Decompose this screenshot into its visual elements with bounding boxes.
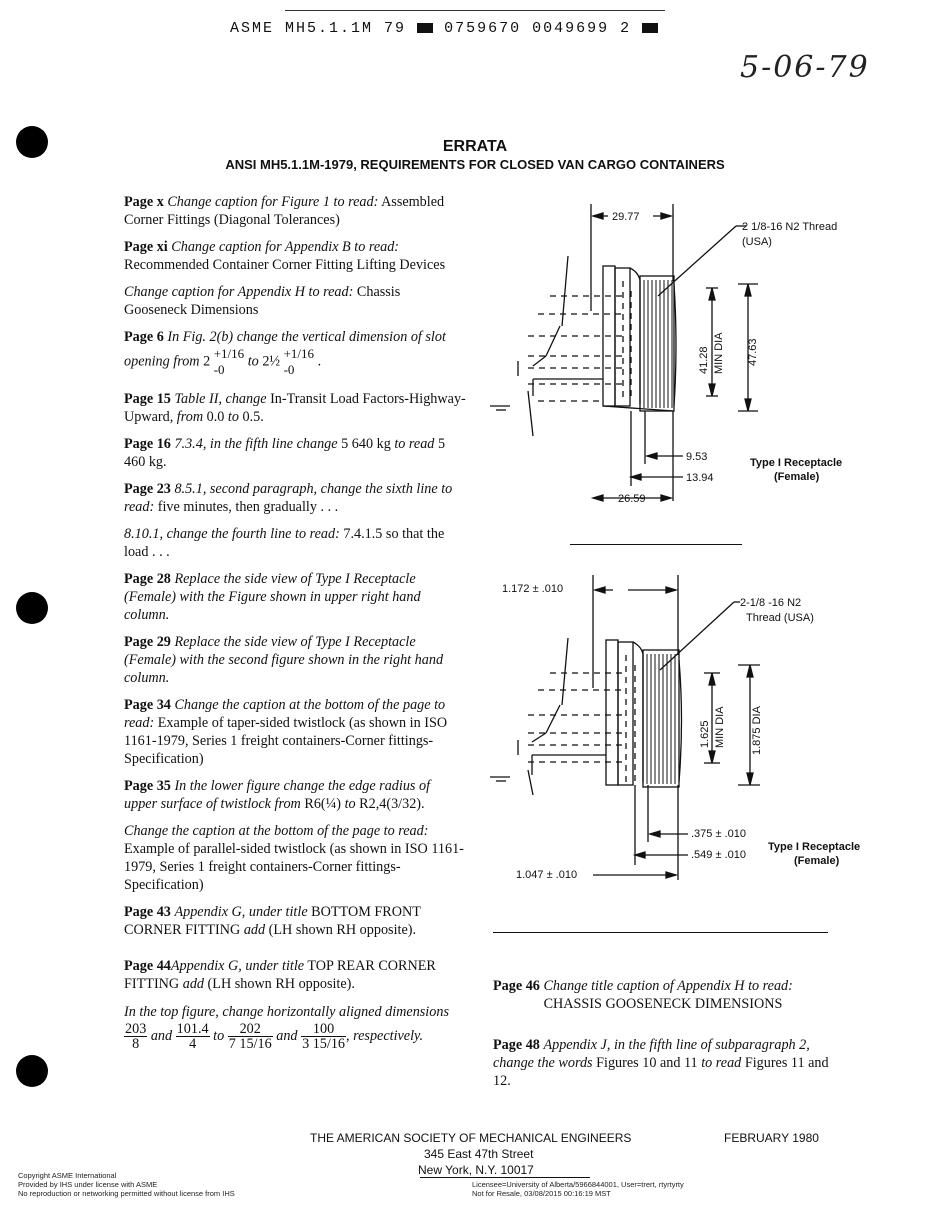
dim-label: .375 ± .010: [691, 828, 746, 840]
numerator: 101.4: [176, 1021, 209, 1037]
figure-caption: (Female): [774, 471, 820, 483]
errata-item: Page 6 In Fig. 2(b) change the vertical dimension of slot opening from 2 +1/16 -0 to 2½ +1/16 -0 .: [124, 329, 446, 377]
page-ref: Page 46: [493, 978, 540, 994]
page-ref: Page 35: [124, 778, 171, 794]
footer-org: THE AMERICAN SOCIETY OF MECHANICAL ENGINEERS: [310, 1131, 632, 1145]
page-ref: Page 43: [124, 904, 171, 920]
page-ref: Page 23: [124, 481, 171, 497]
instruction-end: , respectively.: [346, 1027, 424, 1044]
value: 5 640 kg: [341, 436, 391, 452]
errata-item: [124, 283, 466, 319]
header-rule: [285, 10, 665, 11]
connector: from: [176, 409, 204, 425]
thread-note: (USA): [742, 236, 772, 248]
legal-line: No reproduction or networking permitted without license from IHS: [18, 1189, 235, 1198]
page-ref: Page 48: [493, 1037, 540, 1053]
value: 2½: [262, 353, 281, 370]
thread-note: 2-1/8 -16 N2: [740, 597, 802, 609]
numerator: 202: [228, 1022, 273, 1037]
value: 2: [203, 353, 211, 370]
page-ref: Page 16: [124, 436, 171, 452]
denominator: 8: [132, 1036, 140, 1052]
connector: to: [344, 796, 356, 812]
connector: add: [182, 976, 204, 992]
replacement-text: 7.4.1.5 so that the load . . .: [124, 526, 445, 560]
figure-caption: (Female): [794, 855, 840, 867]
value: TOP REAR CORNER FITTING: [124, 958, 436, 992]
legal-notice-right: [472, 1180, 684, 1198]
page-ref: Page 44: [124, 958, 171, 974]
tolerance-minus: -0: [283, 362, 295, 377]
errata-item: [124, 633, 466, 687]
instruction: Appendix G, under title: [170, 958, 305, 974]
legal-line: Licensee=University of Alberta/5966844001, User=trert, rtyrtyrty: [472, 1180, 684, 1189]
divider: [493, 932, 828, 933]
errata-item: [124, 193, 466, 229]
value: 0.0: [206, 409, 225, 425]
replacement-text: CHASSIS GOOSENECK DIMENSIONS: [543, 996, 783, 1012]
replacement-text: Chassis Gooseneck Dimensions: [124, 284, 401, 318]
instruction: Change the caption at the bottom of the page to read:: [124, 823, 429, 839]
page-ref: Page 29: [124, 634, 171, 650]
instruction: In the lower figure change the edge radius of upper surface of twistlock from: [124, 778, 431, 812]
figure-caption: Type I Receptacle: [768, 841, 861, 853]
replacement-text: Assembled Corner Fittings (Diagonal Tolerances): [124, 194, 445, 228]
instruction: In the top figure, change horizontally aligned dimensions: [124, 1004, 449, 1020]
instruction: Change caption for Figure 1 to read:: [167, 194, 379, 210]
tolerance-stack: [214, 346, 244, 378]
instruction: Appendix J, in the fifth line of subparagraph 2, change the words: [493, 1037, 810, 1071]
page-title: ERRATA: [442, 138, 508, 155]
dim-label: 26.59: [618, 493, 646, 505]
value: (LH shown RH opposite).: [207, 976, 355, 992]
numerator: 100: [301, 1022, 346, 1037]
thread-note: Thread (USA): [746, 612, 814, 624]
header-code: [230, 20, 658, 37]
instruction: Change caption for Appendix B to read:: [171, 239, 400, 255]
numerator: 203: [125, 1021, 147, 1037]
errata-item: [124, 957, 466, 993]
value: Figures 10 and 11: [596, 1055, 698, 1071]
tolerance-minus: -0: [213, 362, 225, 377]
divider: [570, 544, 742, 545]
fraction: [176, 1022, 210, 1051]
denominator: 7 15/16: [228, 1036, 272, 1052]
page-ref: Page xi: [124, 239, 168, 255]
replacement-text: Example of parallel-sided twistlock (as shown in ISO 1161-1979, Series 1 freight containers-Corner fittings-Specification): [124, 841, 464, 893]
errata-item: [124, 903, 466, 939]
page-ref: Page 15: [124, 391, 171, 407]
errata-item: [124, 480, 466, 516]
dim-label: 9.53: [686, 451, 708, 463]
instruction: 8.10.1, change the fourth line to read:: [124, 526, 340, 542]
instruction: In Fig. 2(b) change the vertical dimension of slot opening from: [124, 329, 446, 370]
dim-label: 29.77: [612, 211, 640, 223]
dim-label: MIN DIA: [714, 706, 726, 748]
fraction: [228, 1022, 273, 1051]
dim-label: 41.28: [698, 346, 710, 374]
replacement-text: Example of taper-sided twistlock (as shown in ISO 1161-1979, Series 1 freight containers-Corner fittings-Specification): [124, 715, 448, 767]
page-ref: Page 6: [124, 329, 164, 345]
instruction: 7.3.4, in the fifth line change: [174, 436, 338, 452]
connector: to: [213, 1027, 225, 1044]
value: R6(¼): [304, 796, 342, 812]
errata-item: [124, 777, 466, 813]
receptacle-figure-2: [488, 570, 908, 890]
legal-line: Copyright ASME International: [18, 1171, 117, 1180]
barcode-block: [417, 23, 433, 33]
handwritten-date: 5-06-79: [740, 50, 870, 85]
page-subtitle: ANSI MH5.1.1M-1979, REQUIREMENTS FOR CLOSED VAN CARGO CONTAINERS: [225, 157, 725, 172]
instruction: 8.5.1, second paragraph, change the sixth line to read:: [124, 481, 453, 515]
connector: add: [243, 922, 266, 938]
page-ref: Page x: [124, 194, 164, 210]
errata-item: [124, 390, 466, 426]
instruction: Change title caption of Appendix H to read:: [543, 978, 793, 994]
dim-label: .549 ± .010: [691, 849, 746, 861]
legal-line: Provided by IHS under license with ASME: [18, 1180, 158, 1189]
connector: to read: [394, 436, 435, 452]
dim-label: 1.047 ± .010: [516, 869, 578, 881]
instruction: Replace the side view of Type I Receptacle (Female) with the Figure shown in upper right hand column.: [124, 571, 421, 623]
instruction: Change the caption at the bottom of the page to read:: [124, 697, 446, 731]
tolerance-plus: +1/16: [283, 346, 315, 361]
replacement-text: five minutes, then gradually . . .: [157, 499, 339, 515]
errata-item: [124, 238, 466, 274]
denominator: 3 15/16: [302, 1036, 346, 1052]
footer-rule: [420, 1177, 590, 1178]
dim-label: 1.625: [699, 720, 711, 748]
dim-label: 13.94: [686, 472, 714, 484]
connector: and: [150, 1027, 173, 1044]
header-code-text: ASME MH5.1.1M 79: [230, 20, 407, 37]
instruction: Table II, change: [174, 391, 267, 407]
replacement-text: Recommended Container Corner Fitting Lifting Devices: [124, 257, 446, 273]
denominator: 4: [189, 1036, 197, 1052]
footer-street: 345 East 47th Street: [424, 1147, 534, 1161]
errata-item: [124, 525, 466, 561]
connector: to read: [701, 1055, 742, 1071]
errata-item: [124, 570, 466, 624]
punch-hole-middle: [16, 592, 48, 624]
connector: to: [227, 409, 239, 425]
dim-label: MIN DIA: [713, 332, 725, 374]
fraction: [124, 1022, 147, 1051]
tolerance-stack: [284, 346, 314, 378]
value: In-Transit Load Factors-Highway-Upward,: [124, 391, 466, 425]
legal-line: Not for Resale, 03/08/2015 00:16:19 MST: [472, 1189, 611, 1198]
fraction: [301, 1022, 346, 1051]
legal-notice-left: [18, 1171, 235, 1198]
errata-item-page-48: [493, 1036, 833, 1090]
footer-date: FEBRUARY 1980: [724, 1131, 819, 1145]
page-ref: Page 28: [124, 571, 171, 587]
page-ref: Page 34: [124, 697, 171, 713]
value: (LH shown RH opposite).: [268, 922, 417, 938]
errata-item: [124, 1002, 466, 1051]
dim-label: 47.63: [747, 338, 759, 366]
receptacle-figure-1: [488, 196, 888, 516]
instruction: Change caption for Appendix H to read:: [124, 284, 354, 300]
instruction: Replace the side view of Type I Receptacle (Female) with the second figure shown in the right hand column.: [124, 634, 444, 686]
dim-label: 1.875 DIA: [751, 706, 763, 755]
dim-label: 1.172 ± .010: [502, 583, 564, 595]
footer-city: New York, N.Y. 10017: [418, 1163, 534, 1177]
header-code-text-2: 0759670 0049699 2: [444, 20, 632, 37]
punch-hole-bottom: [16, 1055, 48, 1087]
errata-item: [124, 822, 466, 894]
value: 0.5.: [242, 409, 264, 425]
figure-caption: Type I Receptacle: [750, 457, 843, 469]
errata-item-page-46: [493, 977, 833, 1013]
thread-note: 2 1/8-16 N2 Thread: [742, 221, 838, 233]
leader-line: [658, 226, 736, 296]
connector: to: [247, 353, 259, 370]
value: R2,4(3/32).: [359, 796, 425, 812]
value: Figures 11 and 12.: [493, 1055, 829, 1089]
instruction: Appendix G, under title: [174, 904, 308, 920]
value: 5 460 kg.: [124, 436, 446, 470]
tolerance-plus: +1/16: [213, 346, 245, 361]
connector: and: [276, 1027, 298, 1044]
errata-item: [124, 696, 466, 768]
barcode-block-2: [642, 23, 658, 33]
errata-item: [124, 435, 466, 471]
value: BOTTOM FRONT CORNER FITTING: [124, 904, 421, 938]
left-column: [124, 193, 466, 1060]
